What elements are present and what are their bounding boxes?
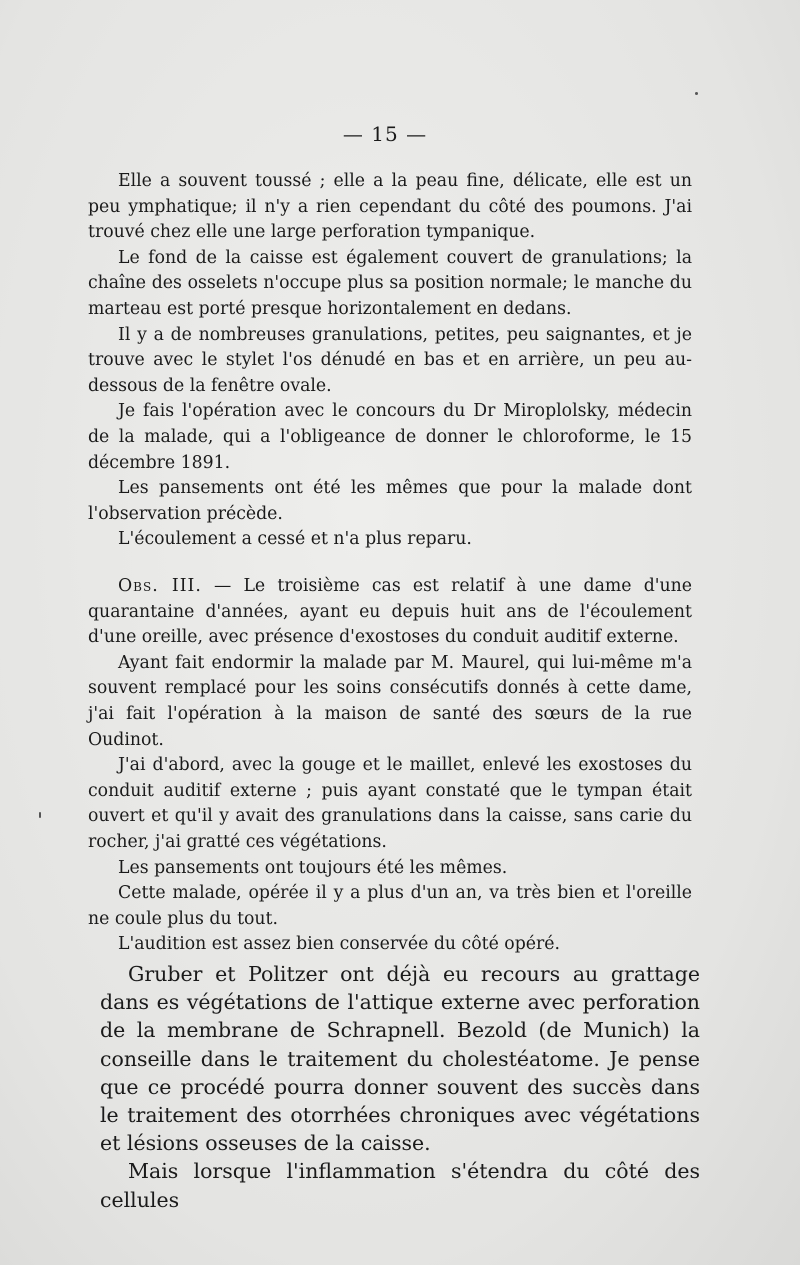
paragraph: Cette malade, opérée il y a plus d'un an, va très bien et l'oreille ne coule plus du tout. — [88, 883, 692, 929]
speck-mark — [695, 92, 698, 95]
observation-label: Obs. III. — [118, 576, 202, 596]
paragraph: J'ai d'abord, avec la gouge et le maillet, enlevé les exostoses du conduit auditif externe ; puis ayant constaté que le tympan était ouvert et qu'il y avait des granulations dans la caisse, sans carie du rocher, j'ai gratté ces végétations. — [88, 755, 692, 852]
paragraph — [88, 574, 692, 651]
paragraph: Elle a souvent toussé ; elle a la peau fine, délicate, elle est un peu ymphatique; il n'y a rien cependant du côté des poumons. J'ai trouvé chez elle une large perforation tympanique. — [88, 171, 692, 243]
paragraph: Le fond de la caisse est également couvert de granulations; la chaîne des osselets n'occupe plus sa position normale; le manche du marteau est porté presque horizontalement en dedans. — [88, 247, 692, 319]
paragraph: Mais lorsque l'inflammation s'étendra du côté des cellules — [100, 1159, 700, 1212]
observation-continuation — [88, 169, 692, 553]
paragraph: L'écoulement a cessé et n'a plus reparu. — [118, 529, 472, 550]
page-number: — 15 — — [342, 122, 428, 146]
paragraph: Gruber et Politzer ont déjà eu recours au grattage dans es végétations de l'attique externe avec perforation de la membrane de Schrapnell. Bezold (de Munich) la conseille dans le traitement du cholestéatome. Je pense que ce procédé pourra donner souvent des succès dans le traitement des otorrhées chroniques avec végétations et lésions osseuses de la caisse. — [100, 962, 700, 1156]
paragraph: Ayant fait endormir la malade par M. Maurel, qui lui-même m'a souvent remplacé pour les soins consécutifs donnés à cette dame, j'ai fait l'opération à la maison de santé des sœurs de la rue Oudinot. — [88, 652, 692, 750]
paragraph: Je fais l'opération avec le concours du Dr Miroplolsky, médecin de la malade, qui a l'obligeance de donner le chloroforme, le 15 décembre 1891. — [88, 401, 692, 473]
closing-discussion — [100, 960, 700, 1214]
paragraph-text: — Le troisième cas est relatif à une dame d'une quarantaine d'années, ayant eu depuis huit ans de l'écoulement d'une oreille, avec présence d'exostoses du conduit auditif externe. — [88, 576, 692, 648]
paragraph: Les pansements ont toujours été les mêmes. — [118, 857, 508, 878]
speck-mark — [39, 812, 41, 818]
paragraph: Il y a de nombreuses granulations, petites, peu saignantes, et je trouve avec le stylet l'os dénudé en bas et en arrière, un peu au-dessous de la fenêtre ovale. — [88, 324, 692, 396]
observation-three — [88, 574, 692, 958]
paragraph: Les pansements ont été les mêmes que pour la malade dont l'observation précède. — [88, 478, 692, 524]
paragraph: L'audition est assez bien conservée du côté opéré. — [118, 934, 560, 955]
